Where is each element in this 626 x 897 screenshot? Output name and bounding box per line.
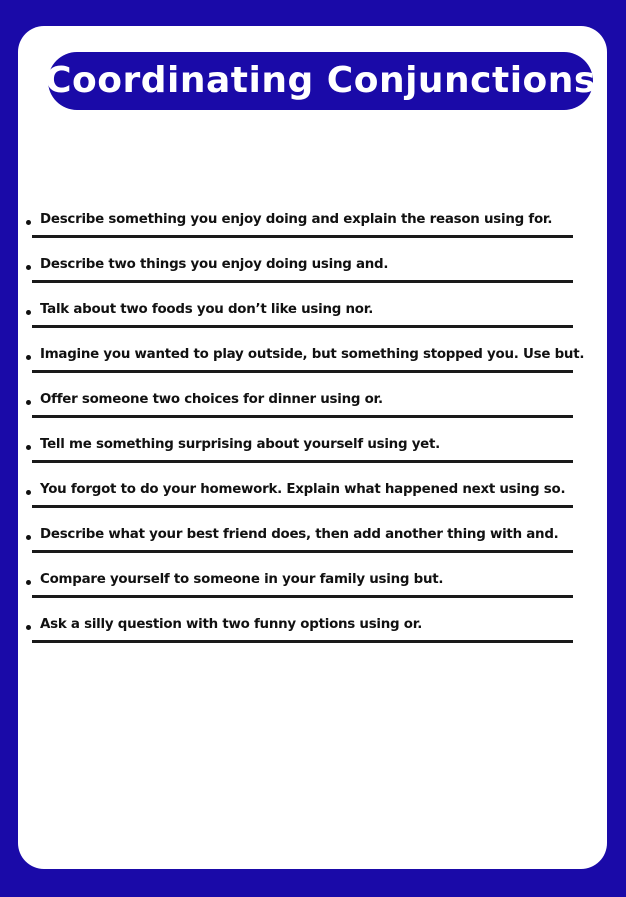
prompt-item [18,519,607,564]
prompt-item [18,204,607,249]
prompt-text: You forgot to do your homework. Explain what happened next using so. [40,482,566,497]
answer-line [32,550,573,553]
title-banner [45,52,596,110]
bullet-icon [26,580,31,585]
prompt-text: Imagine you wanted to play outside, but something stopped you. Use but. [40,347,585,362]
prompt-text: Offer someone two choices for dinner using or. [40,392,383,407]
prompt-item [18,564,607,609]
prompt-text: Ask a silly question with two funny options using or. [40,617,423,632]
prompt-list [18,204,607,654]
prompt-text: Describe something you enjoy doing and explain the reason using for. [40,212,553,227]
bullet-icon [26,355,31,360]
answer-line [32,280,573,283]
bullet-icon [26,400,31,405]
prompt-item [18,474,607,519]
bullet-icon [26,310,31,315]
answer-line [32,460,573,463]
prompt-text: Describe two things you enjoy doing using and. [40,257,389,272]
prompt-text: Talk about two foods you don’t like using nor. [40,302,374,317]
answer-line [32,325,573,328]
prompt-text: Compare yourself to someone in your family using but. [40,572,444,587]
bullet-icon [26,265,31,270]
prompt-text: Tell me something surprising about yourself using yet. [40,437,440,452]
bullet-icon [26,535,31,540]
answer-line [32,640,573,643]
prompt-item [18,429,607,474]
answer-line [32,235,573,238]
bullet-icon [26,445,31,450]
bullet-icon [26,490,31,495]
bullet-icon [26,220,31,225]
worksheet-card [18,26,607,869]
answer-line [32,505,573,508]
prompt-item [18,294,607,339]
prompt-item [18,249,607,294]
prompt-text: Describe what your best friend does, then add another thing with and. [40,527,559,542]
page-title: Coordinating Conjunctions [45,59,596,101]
bullet-icon [26,625,31,630]
prompt-item [18,609,607,654]
answer-line [32,415,573,418]
prompt-item [18,384,607,429]
answer-line [32,595,573,598]
answer-line [32,370,573,373]
prompt-item [18,339,607,384]
